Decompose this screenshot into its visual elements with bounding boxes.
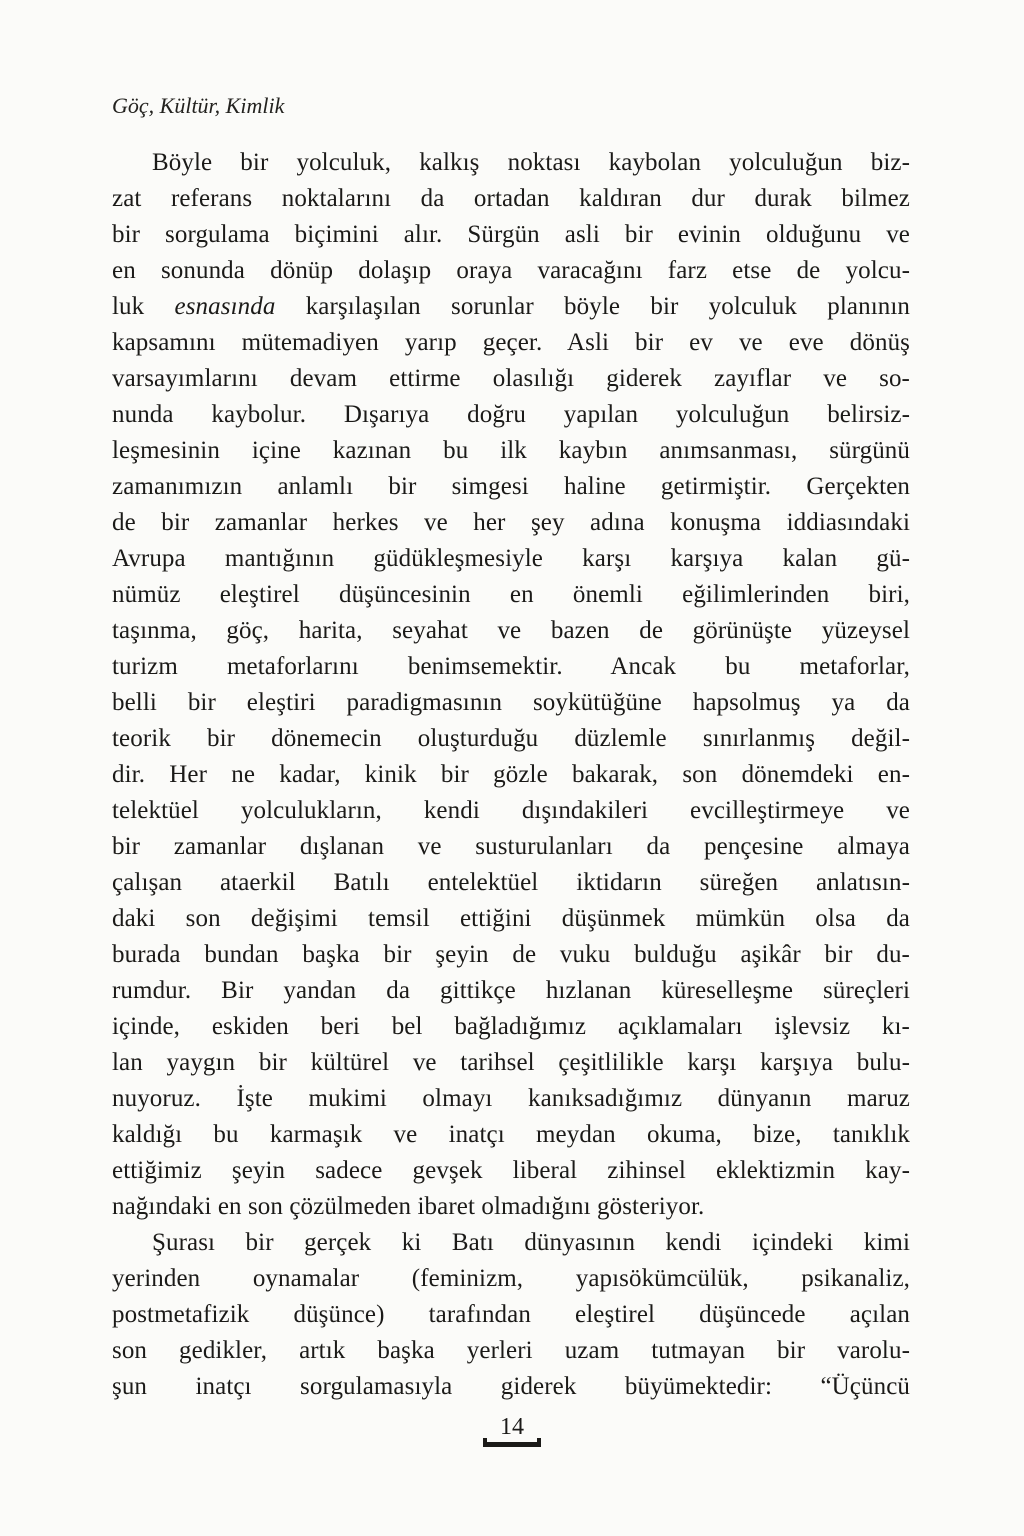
text-line: şun inatçı sorgulamasıyla giderek büyümektedir: “Üçüncü — [112, 1373, 910, 1400]
text-line: telektüel yolculukların, kendi dışındakileri evcilleştirmeye ve — [112, 797, 910, 824]
running-header: Göç, Kültür, Kimlik — [112, 93, 285, 118]
text-line: daki son değişimi temsil ettiğini düşünmek mümkün olsa da — [112, 905, 910, 932]
text-line: Avrupa mantığının güdükleşmesiyle karşı karşıya kalan gü- — [112, 545, 910, 572]
text-line: postmetafizik düşünce) tarafından eleştirel düşüncede açılan — [112, 1301, 910, 1328]
text-line: Böyle bir yolculuk, kalkış noktası kaybolan yolculuğun biz- — [152, 149, 910, 176]
text-line: nağındaki en son çözülmeden ibaret olmadığını gösteriyor. — [112, 1193, 705, 1220]
text-line: kapsamını mütemadiyen yarıp geçer. Asli bir ev ve eve dönüş — [112, 329, 910, 356]
text-line: Şurası bir gerçek ki Batı dünyasının kendi içindeki kimi — [152, 1229, 910, 1256]
text-line: burada bundan başka bir şeyin de vuku bulduğu aşikâr bir du- — [112, 941, 910, 968]
text-line: nümüz eleştirel düşüncesinin en önemli eğilimlerinden biri, — [112, 581, 910, 608]
text-line: varsayımlarını devam ettirme olasılığı giderek zayıflar ve so- — [112, 365, 910, 392]
text-line: rumdur. Bir yandan da gittikçe hızlanan küreselleşme süreçleri — [112, 977, 910, 1004]
text-line: de bir zamanlar herkes ve her şey adına konuşma iddiasındaki — [112, 509, 910, 536]
text-line: ettiğimiz şeyin sadece gevşek liberal zihinsel eklektizmin kay- — [112, 1157, 910, 1184]
paragraph — [112, 145, 910, 1225]
text-line: en sonunda dönüp dolaşıp oraya varacağını farz etse de yolcu- — [112, 257, 910, 284]
text-line: zamanımızın anlamlı bir simgesi haline getirmiştir. Gerçekten — [112, 473, 910, 500]
text-line: turizm metaforlarını benimsemektir. Ancak bu metaforlar, — [112, 653, 910, 680]
text-line: bir zamanlar dışlanan ve susturulanları da pençesine almaya — [112, 833, 910, 860]
text-line: çalışan ataerkil Batılı entelektüel iktidarın süreğen anlatısın- — [112, 869, 910, 896]
text-line: kaldığı bu karmaşık ve inatçı meydan okuma, bize, tanıklık — [112, 1121, 910, 1148]
text-line: bir sorgulama biçimini alır. Sürgün asli bir evinin olduğunu ve — [112, 221, 910, 248]
page-footer — [0, 1412, 1024, 1447]
text-line: içinde, eskiden beri bel bağladığımız açıklamaları işlevsiz kı- — [112, 1013, 910, 1040]
text-line: taşınma, göç, harita, seyahat ve bazen de görünüşte yüzeysel — [112, 617, 910, 644]
text-line: nunda kaybolur. Dışarıya doğru yapılan yolculuğun belirsiz- — [112, 401, 910, 428]
paragraph — [112, 1225, 910, 1405]
text-line: teorik bir dönemecin oluşturduğu düzlemle sınırlanmış değil- — [112, 725, 910, 752]
text-line: yerinden oynamalar (feminizm, yapısökümcülük, psikanaliz, — [112, 1265, 910, 1292]
text-line: lan yaygın bir kültürel ve tarihsel çeşitlilikle karşı karşıya bulu- — [112, 1049, 910, 1076]
text-line: nuyoruz. İşte mukimi olmayı kanıksadığımız dünyanın maruz — [112, 1085, 910, 1112]
text-line: belli bir eleştiri paradigmasının soykütüğüne hapsolmuş ya da — [112, 689, 910, 716]
page-number: 14 — [500, 1414, 524, 1440]
text-line: leşmesinin içine kazınan bu ilk kaybın anımsanması, sürgünü — [112, 437, 910, 464]
text-line: dir. Her ne kadar, kinik bir gözle bakarak, son dönemdeki en- — [112, 761, 910, 788]
text-line: son gedikler, artık başka yerleri uzam tutmayan bir varolu- — [112, 1337, 910, 1364]
text-line: zat referans noktalarını da ortadan kaldıran dur durak bilmez — [112, 185, 910, 212]
page-body — [112, 145, 910, 1405]
text-line: luk esnasında karşılaşılan sorunlar böyle bir yolculuk planının — [112, 293, 910, 320]
